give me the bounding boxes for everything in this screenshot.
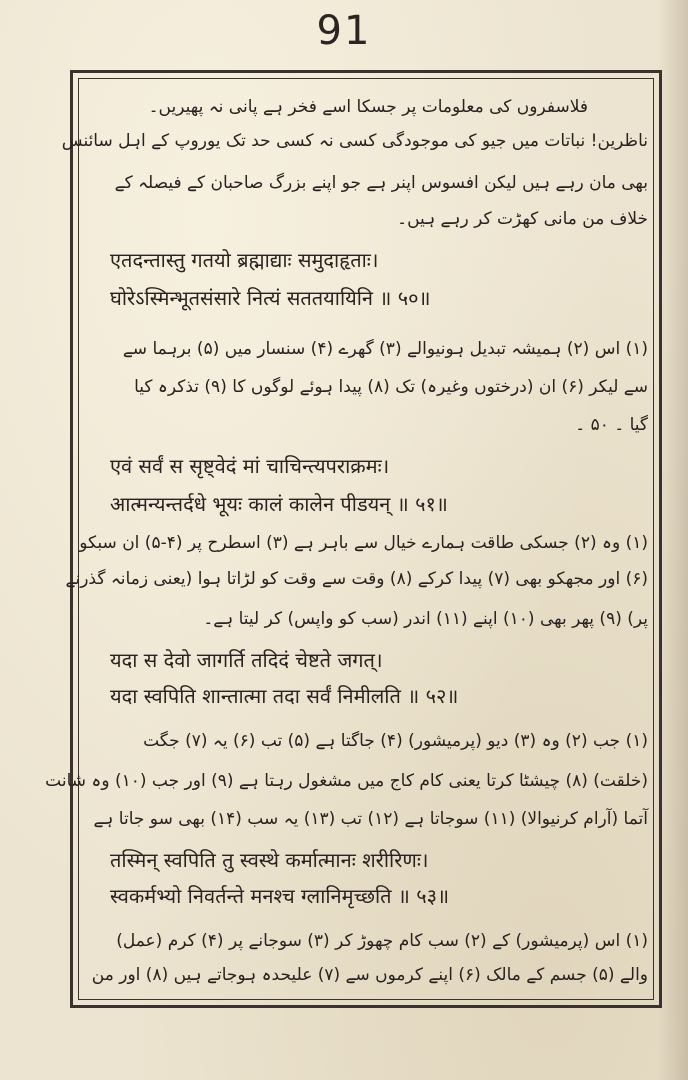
sanskrit-verse-line: यदा स देवो जागर्ति तदिदं चेष्टते जगत्। (110, 648, 383, 672)
urdu-line: (۱) اس (۲) ہمیشہ تبدیل ہونیوالے (۳) گھرے (۴) سنسار میں (۵) برہما سے (122, 339, 648, 359)
urdu-line: والے (۵) جسم کے مالک (۶) اپنے کرموں سے (۷) علیحدہ ہوجاتے ہیں (۸) اور من (91, 965, 648, 985)
sanskrit-verse-line: एवं सर्वं स सृष्ट्वेदं मां चाचिन्त्यपराक्रमः। (110, 454, 390, 478)
urdu-line: سے لیکر (۶) ان (درختوں وغیرہ) تک (۸) پیدا ہوئے لوگوں کا (۹) تذکرہ کیا (134, 377, 648, 397)
page-number: 91 (316, 8, 372, 54)
urdu-line: خلاف من مانی کھڑت کر رہے ہیں۔ (397, 209, 648, 229)
urdu-line: گیا ۔ ۵۰ ۔ (575, 415, 648, 435)
urdu-line: بھی مان رہے ہیں لیکن افسوس اپنر ہے جو اپنے بزرگ صاحبان کے فیصلہ کے (114, 173, 648, 193)
sanskrit-verse-line: यदा स्वपिति शान्तात्मा तदा सर्वं निमीलति ॥ ५२॥ (110, 684, 459, 708)
urdu-line: پر) (۹) پھر بھی (۱۰) اپنے (۱۱) اندر (سب کو واپس) کر لیتا ہے۔ (203, 609, 648, 629)
urdu-line: (۱) جب (۲) وہ (۳) دیو (پرمیشور) (۴) جاگتا ہے (۵) تب (۶) یہ (۷) جگت (143, 731, 648, 751)
sanskrit-verse-line: स्वकर्मभ्यो निवर्तन्ते मनश्च ग्लानिमृच्छति ॥ ५३॥ (110, 884, 450, 908)
page-edge-shadow (658, 0, 688, 1080)
urdu-line: آتما (آرام کرنیوالا) (۱۱) سوجاتا ہے (۱۲) تب (۱۳) یہ سب (۱۴) بھی سو جاتا ہے (93, 809, 648, 829)
urdu-line: (خلقت) (۸) چیشٹا کرتا یعنی کام کاج میں مشغول رہتا ہے (۹) اور جب (۱۰) وہ شانت (45, 771, 648, 791)
sanskrit-verse-line: एतदन्तास्तु गतयो ब्रह्माद्याः समुदाहृताः। (110, 248, 379, 272)
sanskrit-verse-line: घोरेऽस्मिन्भूतसंसारे नित्यं सततयायिनि ॥ ५०॥ (110, 286, 431, 310)
urdu-line: (۱) اس (پرمیشور) کے (۲) سب کام چھوڑ کر (۳) سوجانے پر (۴) کرم (عمل) (116, 931, 648, 951)
urdu-line: (۶) اور مجھکو بھی (۷) پیدا کرکے (۸) وقت سے وقت کو لڑاتا ہوا (یعنی زمانہ گذرنے (65, 569, 648, 589)
sanskrit-verse-line: तस्मिन् स्वपिति तु स्वस्थे कर्मात्मानः शरीरिणः। (110, 848, 429, 872)
sanskrit-verse-line: आत्मन्यन्तर्दधे भूयः कालं कालेन पीडयन् ॥ ५१॥ (110, 492, 448, 516)
urdu-line: (۱) وہ (۲) جسکی طاقت ہمارے خیال سے باہر ہے (۳) اسطرح پر (۴-۵) ان سبکو (79, 533, 648, 553)
urdu-line: فلاسفروں کی معلومات پر جسکا اسے فخر ہے پانی نہ پھیریں۔ (148, 97, 588, 117)
urdu-line: ناظرین! نباتات میں جیو کی موجودگی کسی نہ کسی حد تک یوروپ کے اہل سائنس (61, 131, 648, 151)
